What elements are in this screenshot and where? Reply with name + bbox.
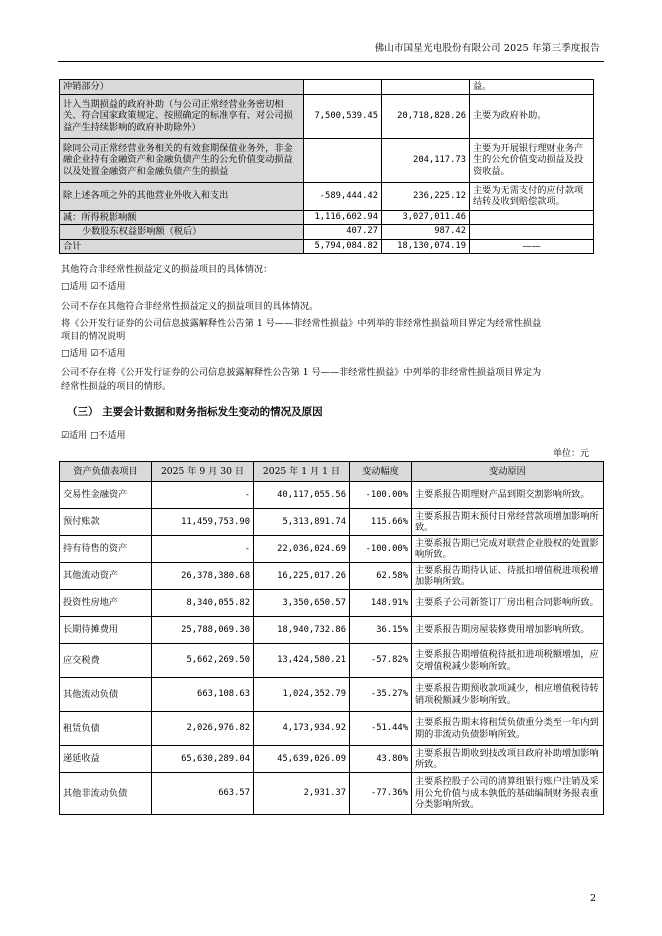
column-header: 变动幅度 bbox=[350, 462, 412, 482]
current-period-cell: 1,116,602.94 bbox=[304, 210, 382, 225]
item-cell: 交易性金融资产 bbox=[60, 482, 152, 509]
end-value-cell: 11,459,753.90 bbox=[152, 509, 254, 536]
applicable-checkbox[interactable]: □适用 bbox=[61, 349, 88, 359]
note-cell: —— bbox=[470, 239, 594, 254]
reason-cell: 主要系报告期房屋装修费用增加影响所致。 bbox=[412, 617, 604, 644]
item-cell: 投资性房地产 bbox=[60, 590, 152, 617]
reason-cell: 主要系报告期已完成对联营企业股权的处置影响所致。 bbox=[412, 536, 604, 563]
reason-cell: 主要系报告期待认证、待抵扣增值税进项税增加影响所致。 bbox=[412, 563, 604, 590]
reason-cell: 主要系控股子公司的清算组银行账户注销及采用公允价值与成本孰低的基础编制财务报表重分类影响所致。 bbox=[412, 773, 604, 815]
change-pct-cell: 36.15% bbox=[350, 617, 412, 644]
change-pct-cell: 62.58% bbox=[350, 563, 412, 590]
note-cell bbox=[470, 225, 594, 240]
item-cell: 其他非流动负债 bbox=[60, 773, 152, 815]
table-row bbox=[60, 712, 604, 746]
begin-value-cell: 2,931.37 bbox=[254, 773, 350, 815]
item-cell: 长期待摊费用 bbox=[60, 617, 152, 644]
table-header-row bbox=[60, 462, 604, 482]
item-cell: 合计 bbox=[60, 239, 304, 254]
begin-value-cell: 1,024,352.79 bbox=[254, 678, 350, 712]
note-cell: 益。 bbox=[470, 80, 594, 95]
reason-cell: 主要系报告期预收款项减少，相应增值税待转销项税额减少影响所致。 bbox=[412, 678, 604, 712]
end-value-cell: - bbox=[152, 536, 254, 563]
change-pct-cell: -77.36% bbox=[350, 773, 412, 815]
table-row bbox=[60, 678, 604, 712]
change-pct-cell: -100.00% bbox=[350, 482, 412, 509]
begin-value-cell: 4,173,934.92 bbox=[254, 712, 350, 746]
change-pct-cell: 115.66% bbox=[350, 509, 412, 536]
change-pct-cell: 148.91% bbox=[350, 590, 412, 617]
current-period-cell bbox=[304, 80, 382, 95]
item-cell: 预付账款 bbox=[60, 509, 152, 536]
note-cell: 主要为政府补助。 bbox=[470, 94, 594, 138]
ytd-cell: 236,225.12 bbox=[382, 182, 470, 210]
begin-value-cell: 5,313,891.74 bbox=[254, 509, 350, 536]
begin-value-cell: 18,940,732.86 bbox=[254, 617, 350, 644]
table-row bbox=[60, 617, 604, 644]
table-row bbox=[60, 563, 604, 590]
item-cell: 冲销部分） bbox=[60, 80, 304, 95]
current-period-cell: 5,794,084.82 bbox=[304, 239, 382, 254]
page-number: 2 bbox=[589, 893, 596, 904]
ytd-cell: 987.42 bbox=[382, 225, 470, 240]
table-row bbox=[60, 182, 594, 210]
item-cell: 少数股东权益影响额（税后） bbox=[60, 225, 304, 240]
table-row bbox=[60, 746, 604, 773]
not-applicable-checkbox[interactable]: ☑不适用 bbox=[90, 282, 126, 292]
ytd-cell: 204,117.73 bbox=[382, 138, 470, 182]
not-applicable-checkbox[interactable]: □不适用 bbox=[89, 431, 126, 441]
begin-value-cell: 40,117,055.56 bbox=[254, 482, 350, 509]
item-cell: 计入当期损益的政府补助（与公司正常经营业务密切相关、符合国家政策规定、按照确定的标准享有、对公司损益产生持续影响的政府补助除外） bbox=[60, 94, 304, 138]
item-cell: 除上述各项之外的其他营业外收入和支出 bbox=[60, 182, 304, 210]
reason-cell: 主要系报告期收到技改项目政府补助增加影响所致。 bbox=[412, 746, 604, 773]
balance-sheet-changes-table bbox=[59, 461, 604, 815]
applicable-checkbox[interactable]: ☑适用 bbox=[61, 431, 88, 441]
page-header: 佛山市国星光电股份有限公司 2025 年第三季度报告 bbox=[374, 43, 600, 54]
column-header: 变动原因 bbox=[412, 462, 604, 482]
paragraph: 经常性损益的项目的情形。 bbox=[61, 381, 172, 392]
item-cell: 除同公司正常经营业务相关的有效套期保值业务外，非金融企业持有金融资产和金融负债产生的公允价值变动损益以及处置金融资产和金融负债产生的损益 bbox=[60, 138, 304, 182]
nonrecurring-items-table bbox=[59, 79, 594, 254]
begin-value-cell: 22,036,024.69 bbox=[254, 536, 350, 563]
current-period-cell: -589,444.42 bbox=[304, 182, 382, 210]
paragraph: 项目的情况说明 bbox=[61, 331, 126, 342]
paragraph: 将《公开发行证券的公司信息披露解释性公告第 1 号——非经常性损益》中列举的非经常性损益项目界定为经常性损益 bbox=[61, 318, 542, 329]
reason-cell: 主要系子公司新签订厂房出租合同影响所致。 bbox=[412, 590, 604, 617]
reason-cell: 主要系报告期增值税待抵扣进项税额增加，应交增值税减少影响所致。 bbox=[412, 644, 604, 678]
table-row bbox=[60, 509, 604, 536]
change-pct-cell: -57.82% bbox=[350, 644, 412, 678]
table-row bbox=[60, 138, 594, 182]
item-cell: 持有待售的资产 bbox=[60, 536, 152, 563]
ytd-cell: 20,718,828.26 bbox=[382, 94, 470, 138]
current-period-cell bbox=[304, 138, 382, 182]
section-heading: （三） 主要会计数据和财务指标发生变动的情况及原因 bbox=[67, 406, 323, 418]
item-cell: 减：所得税影响额 bbox=[60, 210, 304, 225]
note-cell: 主要为开展银行理财业务产生的公允价值变动损益及投资收益。 bbox=[470, 138, 594, 182]
table-row bbox=[60, 773, 604, 815]
column-header: 2025 年 9 月 30 日 bbox=[152, 462, 254, 482]
begin-value-cell: 45,639,026.09 bbox=[254, 746, 350, 773]
item-cell: 其他流动资产 bbox=[60, 563, 152, 590]
item-cell: 应交税费 bbox=[60, 644, 152, 678]
ytd-cell: 3,027,011.46 bbox=[382, 210, 470, 225]
item-cell: 租赁负债 bbox=[60, 712, 152, 746]
checkbox-group bbox=[61, 431, 125, 442]
change-pct-cell: -51.44% bbox=[350, 712, 412, 746]
end-value-cell: 2,026,976.82 bbox=[152, 712, 254, 746]
change-pct-cell: -35.27% bbox=[350, 678, 412, 712]
unit-label: 单位：元 bbox=[552, 449, 589, 459]
table-row bbox=[60, 239, 594, 254]
table-row bbox=[60, 225, 594, 240]
end-value-cell: 25,788,069.30 bbox=[152, 617, 254, 644]
table-row bbox=[60, 80, 594, 95]
note-cell bbox=[470, 210, 594, 225]
paragraph: 公司不存在将《公开发行证券的公司信息披露解释性公告第 1 号——非经常性损益》中列举的非经常性损益项目界定为 bbox=[61, 367, 542, 378]
end-value-cell: 8,340,055.82 bbox=[152, 590, 254, 617]
checkbox-group bbox=[61, 349, 125, 360]
end-value-cell: 663,108.63 bbox=[152, 678, 254, 712]
reason-cell: 主要系报告期末预付日常经营款项增加影响所致。 bbox=[412, 509, 604, 536]
item-cell: 递延收益 bbox=[60, 746, 152, 773]
paragraph: 其他符合非经常性损益定义的损益项目的具体情况： bbox=[61, 264, 273, 275]
reason-cell: 主要系报告期末将租赁负债重分类至一年内到期的非流动负债影响所致。 bbox=[412, 712, 604, 746]
current-period-cell: 7,500,539.45 bbox=[304, 94, 382, 138]
ytd-cell: 18,130,074.19 bbox=[382, 239, 470, 254]
paragraph: 公司不存在其他符合非经常性损益定义的损益项目的具体情况。 bbox=[61, 301, 319, 312]
end-value-cell: 663.57 bbox=[152, 773, 254, 815]
table-row bbox=[60, 644, 604, 678]
not-applicable-checkbox[interactable]: ☑不适用 bbox=[90, 349, 126, 359]
note-cell: 主要为无需支付的应付款项结转及收到赔偿款项。 bbox=[470, 182, 594, 210]
change-pct-cell: 43.80% bbox=[350, 746, 412, 773]
begin-value-cell: 16,225,017.26 bbox=[254, 563, 350, 590]
table-row bbox=[60, 210, 594, 225]
end-value-cell: - bbox=[152, 482, 254, 509]
end-value-cell: 26,378,380.68 bbox=[152, 563, 254, 590]
applicable-checkbox[interactable]: □适用 bbox=[61, 282, 88, 292]
table-row bbox=[60, 536, 604, 563]
reason-cell: 主要系报告期理财产品到期交割影响所致。 bbox=[412, 482, 604, 509]
end-value-cell: 65,630,289.04 bbox=[152, 746, 254, 773]
item-cell: 其他流动负债 bbox=[60, 678, 152, 712]
change-pct-cell: -100.00% bbox=[350, 536, 412, 563]
table-row bbox=[60, 590, 604, 617]
begin-value-cell: 3,350,650.57 bbox=[254, 590, 350, 617]
column-header: 2025 年 1 月 1 日 bbox=[254, 462, 350, 482]
ytd-cell bbox=[382, 80, 470, 95]
table-row bbox=[60, 482, 604, 509]
end-value-cell: 5,662,269.50 bbox=[152, 644, 254, 678]
current-period-cell: 407.27 bbox=[304, 225, 382, 240]
header-rule bbox=[58, 61, 604, 62]
column-header: 资产负债表项目 bbox=[60, 462, 152, 482]
checkbox-group bbox=[61, 282, 125, 293]
table-row bbox=[60, 94, 594, 138]
begin-value-cell: 13,424,580.21 bbox=[254, 644, 350, 678]
